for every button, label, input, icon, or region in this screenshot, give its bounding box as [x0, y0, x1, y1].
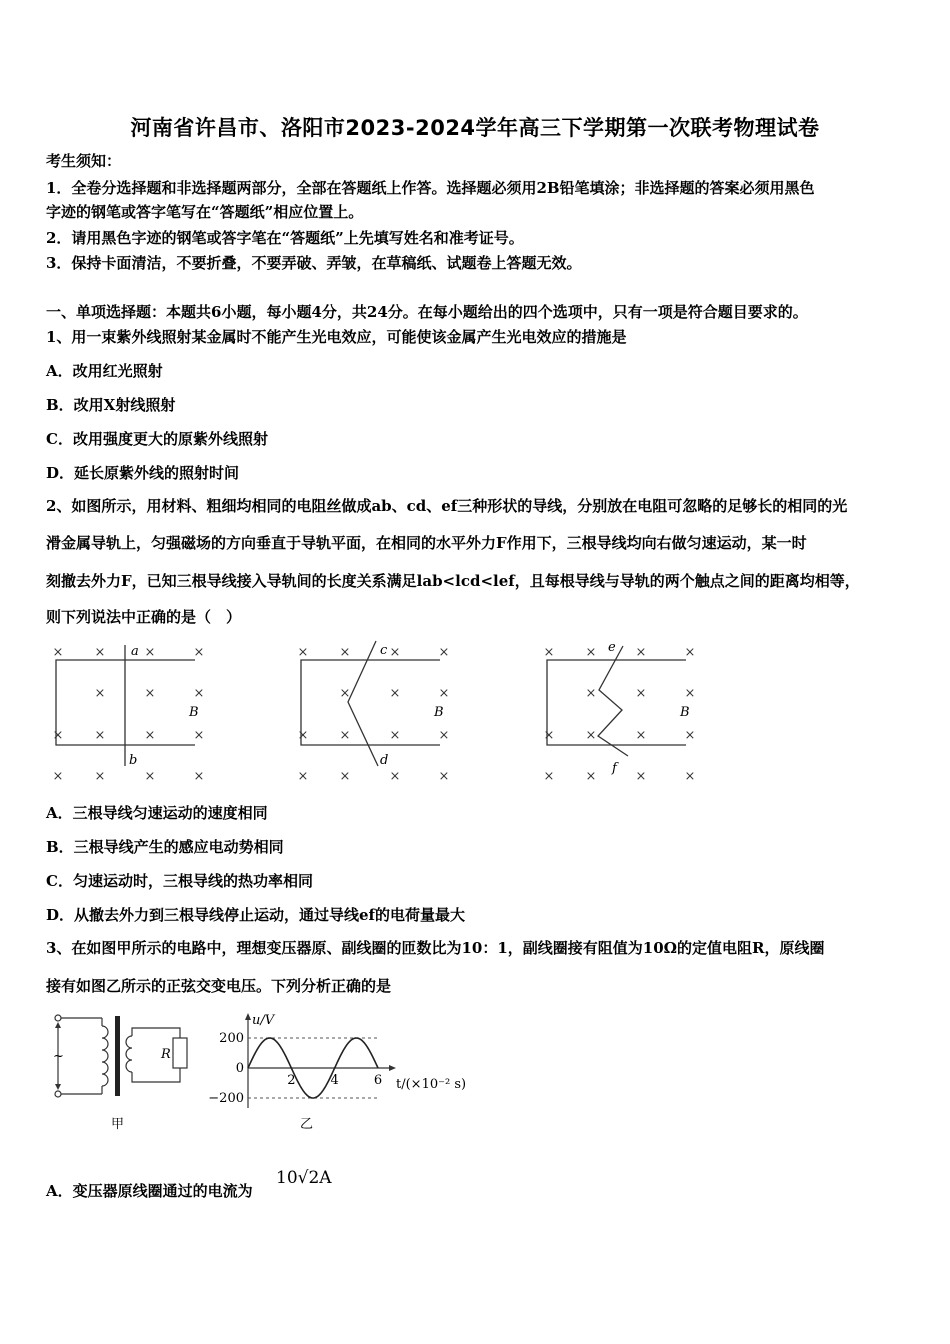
label-c: c: [380, 643, 388, 658]
resistor: [173, 1038, 187, 1068]
x-tick-label: 4: [330, 1073, 339, 1088]
resistor-label: R: [161, 1047, 171, 1062]
cross-mark: ×: [543, 769, 555, 784]
field-label: B: [434, 705, 444, 720]
cross-mark: ×: [438, 769, 450, 784]
q3-option-a: A．变压器原线圈通过的电流为: [46, 1182, 253, 1200]
page-title: 河南省许昌市、洛阳市2023-2024学年高三下学期第一次联考物理试卷: [130, 116, 820, 140]
y-tick-label: 200: [219, 1031, 244, 1046]
y-axis-arrow: [245, 1013, 251, 1020]
cross-mark: ×: [297, 645, 309, 660]
field-label: B: [680, 705, 690, 720]
cross-mark: ×: [389, 769, 401, 784]
cross-mark: ×: [94, 645, 106, 660]
cross-mark: ×: [339, 769, 351, 784]
field-label: B: [189, 705, 199, 720]
q2-option-a: A．三根导线匀速运动的速度相同: [46, 804, 268, 822]
cross-mark: ×: [297, 769, 309, 784]
cross-mark: ×: [635, 645, 647, 660]
q3-figure-jia: [44, 1010, 194, 1135]
section-heading: 一、单项选择题：本题共6小题，每小题4分，共24分。在每小题给出的四个选项中，只有一项是符合题目要求的。: [46, 303, 808, 321]
q1-option-b: B．改用X射线照射: [46, 396, 176, 414]
terminal-top: [55, 1015, 61, 1021]
cross-mark: ×: [684, 645, 696, 660]
cross-mark: ×: [52, 645, 64, 660]
wire: [132, 1028, 180, 1038]
cross-mark: ×: [94, 769, 106, 784]
panel-ab: [53, 644, 205, 784]
notice-item-1: 1．全卷分选择题和非选择题两部分，全部在答题纸上作答。选择题必须用2B铅笔填涂；非选择题的答案必须用黑色: [46, 179, 815, 197]
y-tick-label: −200: [208, 1091, 244, 1106]
x-axis-arrow: [389, 1065, 396, 1071]
label-e: e: [608, 640, 616, 655]
cross-mark: ×: [438, 686, 450, 701]
cross-mark: ×: [52, 769, 64, 784]
label-b: b: [129, 753, 138, 768]
cross-mark: ×: [193, 728, 205, 743]
y-tick-label: 0: [235, 1061, 244, 1076]
q2-option-d: D．从撤去外力到三根导线停止运动，通过导线ef的电荷量最大: [46, 906, 466, 924]
cross-mark: ×: [585, 728, 597, 743]
figure-label-yi: 乙: [300, 1117, 314, 1132]
q3-line-2: 接有如图乙所示的正弦交变电压。下列分析正确的是: [46, 977, 392, 995]
q1-option-c: C．改用强度更大的原紫外线照射: [46, 430, 268, 448]
source-symbol: ~: [53, 1049, 64, 1064]
cross-mark: ×: [144, 728, 156, 743]
wire: [132, 1068, 180, 1082]
q2-option-c: C．匀速运动时，三根导线的热功率相同: [46, 872, 313, 890]
q2-line-2: 滑金属导轨上，匀强磁场的方向垂直于导轨平面，在相同的水平外力F作用下，三根导线均向右做匀速运动，某一时: [46, 534, 807, 552]
y-axis-label: u/V: [252, 1013, 275, 1028]
cross-mark: ×: [585, 645, 597, 660]
q2-line-3: 刻撤去外力F，已知三根导线接入导轨间的长度关系满足lab<lcd<lef，且每根导线与导轨的两个触点之间的距离均相等，: [46, 572, 860, 590]
notice-heading: 考生须知：: [46, 152, 122, 170]
cross-mark: ×: [585, 686, 597, 701]
cross-mark: ×: [339, 645, 351, 660]
arrow-head: [55, 1084, 61, 1090]
cross-mark: ×: [389, 645, 401, 660]
q2-line-1: 2、如图所示，用材料、粗细均相同的电阻丝做成ab、cd、ef三种形状的导线，分别放在电阻可忽略的足够长的相同的光: [46, 497, 848, 515]
label-d: d: [380, 753, 389, 768]
q2-option-b: B．三根导线产生的感应电动势相同: [46, 838, 284, 856]
cross-mark: ×: [144, 645, 156, 660]
primary-coil: [102, 1026, 108, 1086]
cross-mark: ×: [389, 728, 401, 743]
label-f: f: [612, 761, 617, 776]
cross-mark: ×: [635, 686, 647, 701]
rail: [547, 660, 686, 745]
q2-figure: [40, 638, 720, 788]
q1-option-d: D．延长原紫外线的照射时间: [46, 464, 240, 482]
cross-mark: ×: [297, 728, 309, 743]
x-tick-label: 6: [373, 1073, 383, 1088]
cross-mark: ×: [684, 769, 696, 784]
cross-mark: ×: [684, 728, 696, 743]
cross-mark: ×: [389, 686, 401, 701]
cross-mark: ×: [339, 728, 351, 743]
x-axis-label: t/(×10⁻² s): [396, 1077, 467, 1092]
q3-figure-yi: [200, 1010, 480, 1135]
cross-mark: ×: [543, 645, 555, 660]
cross-mark: ×: [585, 769, 597, 784]
iron-core: [115, 1016, 120, 1096]
notice-item-1-cont: 字迹的钢笔或答字笔写在“答题纸”相应位置上。: [46, 203, 364, 221]
cross-mark: ×: [52, 728, 64, 743]
notice-item-3: 3．保持卡面清洁，不要折叠，不要弄破、弄皱，在草稿纸、试题卷上答题无效。: [46, 254, 582, 272]
q3-line-1: 3、在如图甲所示的电路中，理想变压器原、副线圈的匝数比为10：1，副线圈接有阻值为10Ω的定值电阻R，原线圈: [46, 939, 825, 957]
x-tick-label: 2: [287, 1073, 296, 1088]
cross-mark: ×: [543, 728, 555, 743]
panel-ef: [544, 640, 696, 784]
cross-mark: ×: [193, 686, 205, 701]
cross-mark: ×: [438, 645, 450, 660]
q3-option-a-value: 10√2A: [276, 1168, 332, 1188]
q1-stem: 1、用一束紫外线照射某金属时不能产生光电效应，可能使该金属产生光电效应的措施是: [46, 328, 627, 346]
cross-mark: ×: [94, 728, 106, 743]
cross-mark: ×: [635, 769, 647, 784]
cross-mark: ×: [193, 769, 205, 784]
cross-mark: ×: [438, 728, 450, 743]
cross-mark: ×: [339, 686, 351, 701]
notice-item-2: 2．请用黑色字迹的钢笔或答字笔在“答题纸”上先填写姓名和准考证号。: [46, 229, 524, 247]
secondary-coil: [126, 1036, 132, 1072]
panel-cd: [298, 641, 450, 784]
wire-ef: [598, 646, 628, 756]
cross-mark: ×: [144, 769, 156, 784]
cross-mark: ×: [684, 686, 696, 701]
cross-mark: ×: [193, 645, 205, 660]
figure-label-jia: 甲: [111, 1117, 125, 1132]
q1-option-a: A．改用红光照射: [46, 362, 163, 380]
arrow-head: [55, 1022, 61, 1028]
cross-mark: ×: [635, 728, 647, 743]
cross-mark: ×: [94, 686, 106, 701]
rail: [301, 660, 440, 745]
q2-line-4: 则下列说法中正确的是（ ）: [46, 608, 242, 626]
cross-mark: ×: [144, 686, 156, 701]
label-a: a: [131, 644, 139, 659]
terminal-bottom: [55, 1091, 61, 1097]
